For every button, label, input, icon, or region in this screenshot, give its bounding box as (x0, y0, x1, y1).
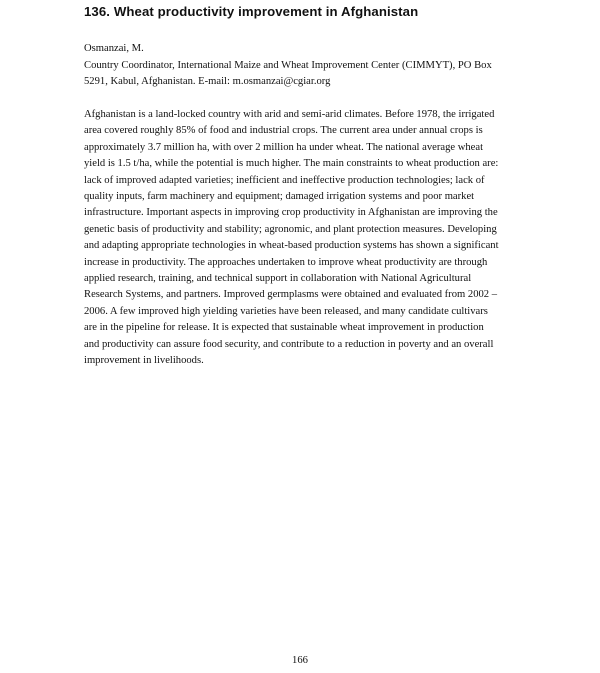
page-number: 166 (292, 655, 308, 666)
abstract-line: improvement in livelihoods. (84, 355, 204, 367)
abstract-line: infrastructure. Important aspects in improving crop productivity in Afghanistan are improving the (84, 207, 498, 219)
document-title: 136. Wheat productivity improvement in Afghanistan (84, 4, 419, 19)
abstract-paragraph (84, 107, 524, 370)
abstract-line: yield is 1.5 t/ha, while the potential is much higher. The main constraints to wheat production are: (84, 158, 499, 170)
abstract-line: 2006. A few improved high yielding varieties have been released, and many candidate cultivars (84, 305, 488, 317)
abstract-line: genetic basis of productivity and stability; agronomic, and plant protection measures. Developing (84, 223, 497, 235)
abstract-line: quality inputs, farm machinery and equipment; damaged irrigation systems and poor market (84, 191, 475, 203)
abstract-line: Research Systems, and partners. Improved germplasms were obtained and evaluated from 2002 – (84, 289, 498, 301)
abstract-line: applied research, training, and technical support in collaboration with National Agricultural (84, 273, 472, 285)
abstract-line: are in the pipeline for release. It is expected that sustainable wheat improvement in production (84, 322, 484, 334)
author-block (84, 41, 524, 91)
abstract-line: area covered roughly 85% of food and industrial crops. The current area under annual crops is (84, 125, 483, 137)
abstract-line: Afghanistan is a land-locked country with arid and semi-arid climates. Before 1978, the irrigated (84, 109, 495, 120)
abstract-line: and productivity can assure food security, and contribute to a reduction in poverty and an overall (84, 338, 494, 350)
abstract-line: increase in productivity. The approaches undertaken to improve wheat productivity are through (84, 256, 488, 268)
author-name: Osmanzai, M. (84, 43, 144, 54)
abstract-line: lack of improved adapted varieties; inefficient and ineffective production technologies; lack of (84, 174, 485, 186)
author-affiliation-line-1: Country Coordinator, International Maize and Wheat Improvement Center (CIMMYT), PO Box (84, 59, 492, 71)
author-affiliation-line-2: 5291, Kabul, Afghanistan. E-mail: m.osmanzai@cgiar.org (84, 76, 331, 88)
abstract-line: approximately 3.7 million ha, with over 2 million ha under wheat. The national average wheat (84, 141, 484, 153)
abstract-line: and adapting appropriate technologies in wheat-based production systems has shown a significant (84, 240, 499, 252)
